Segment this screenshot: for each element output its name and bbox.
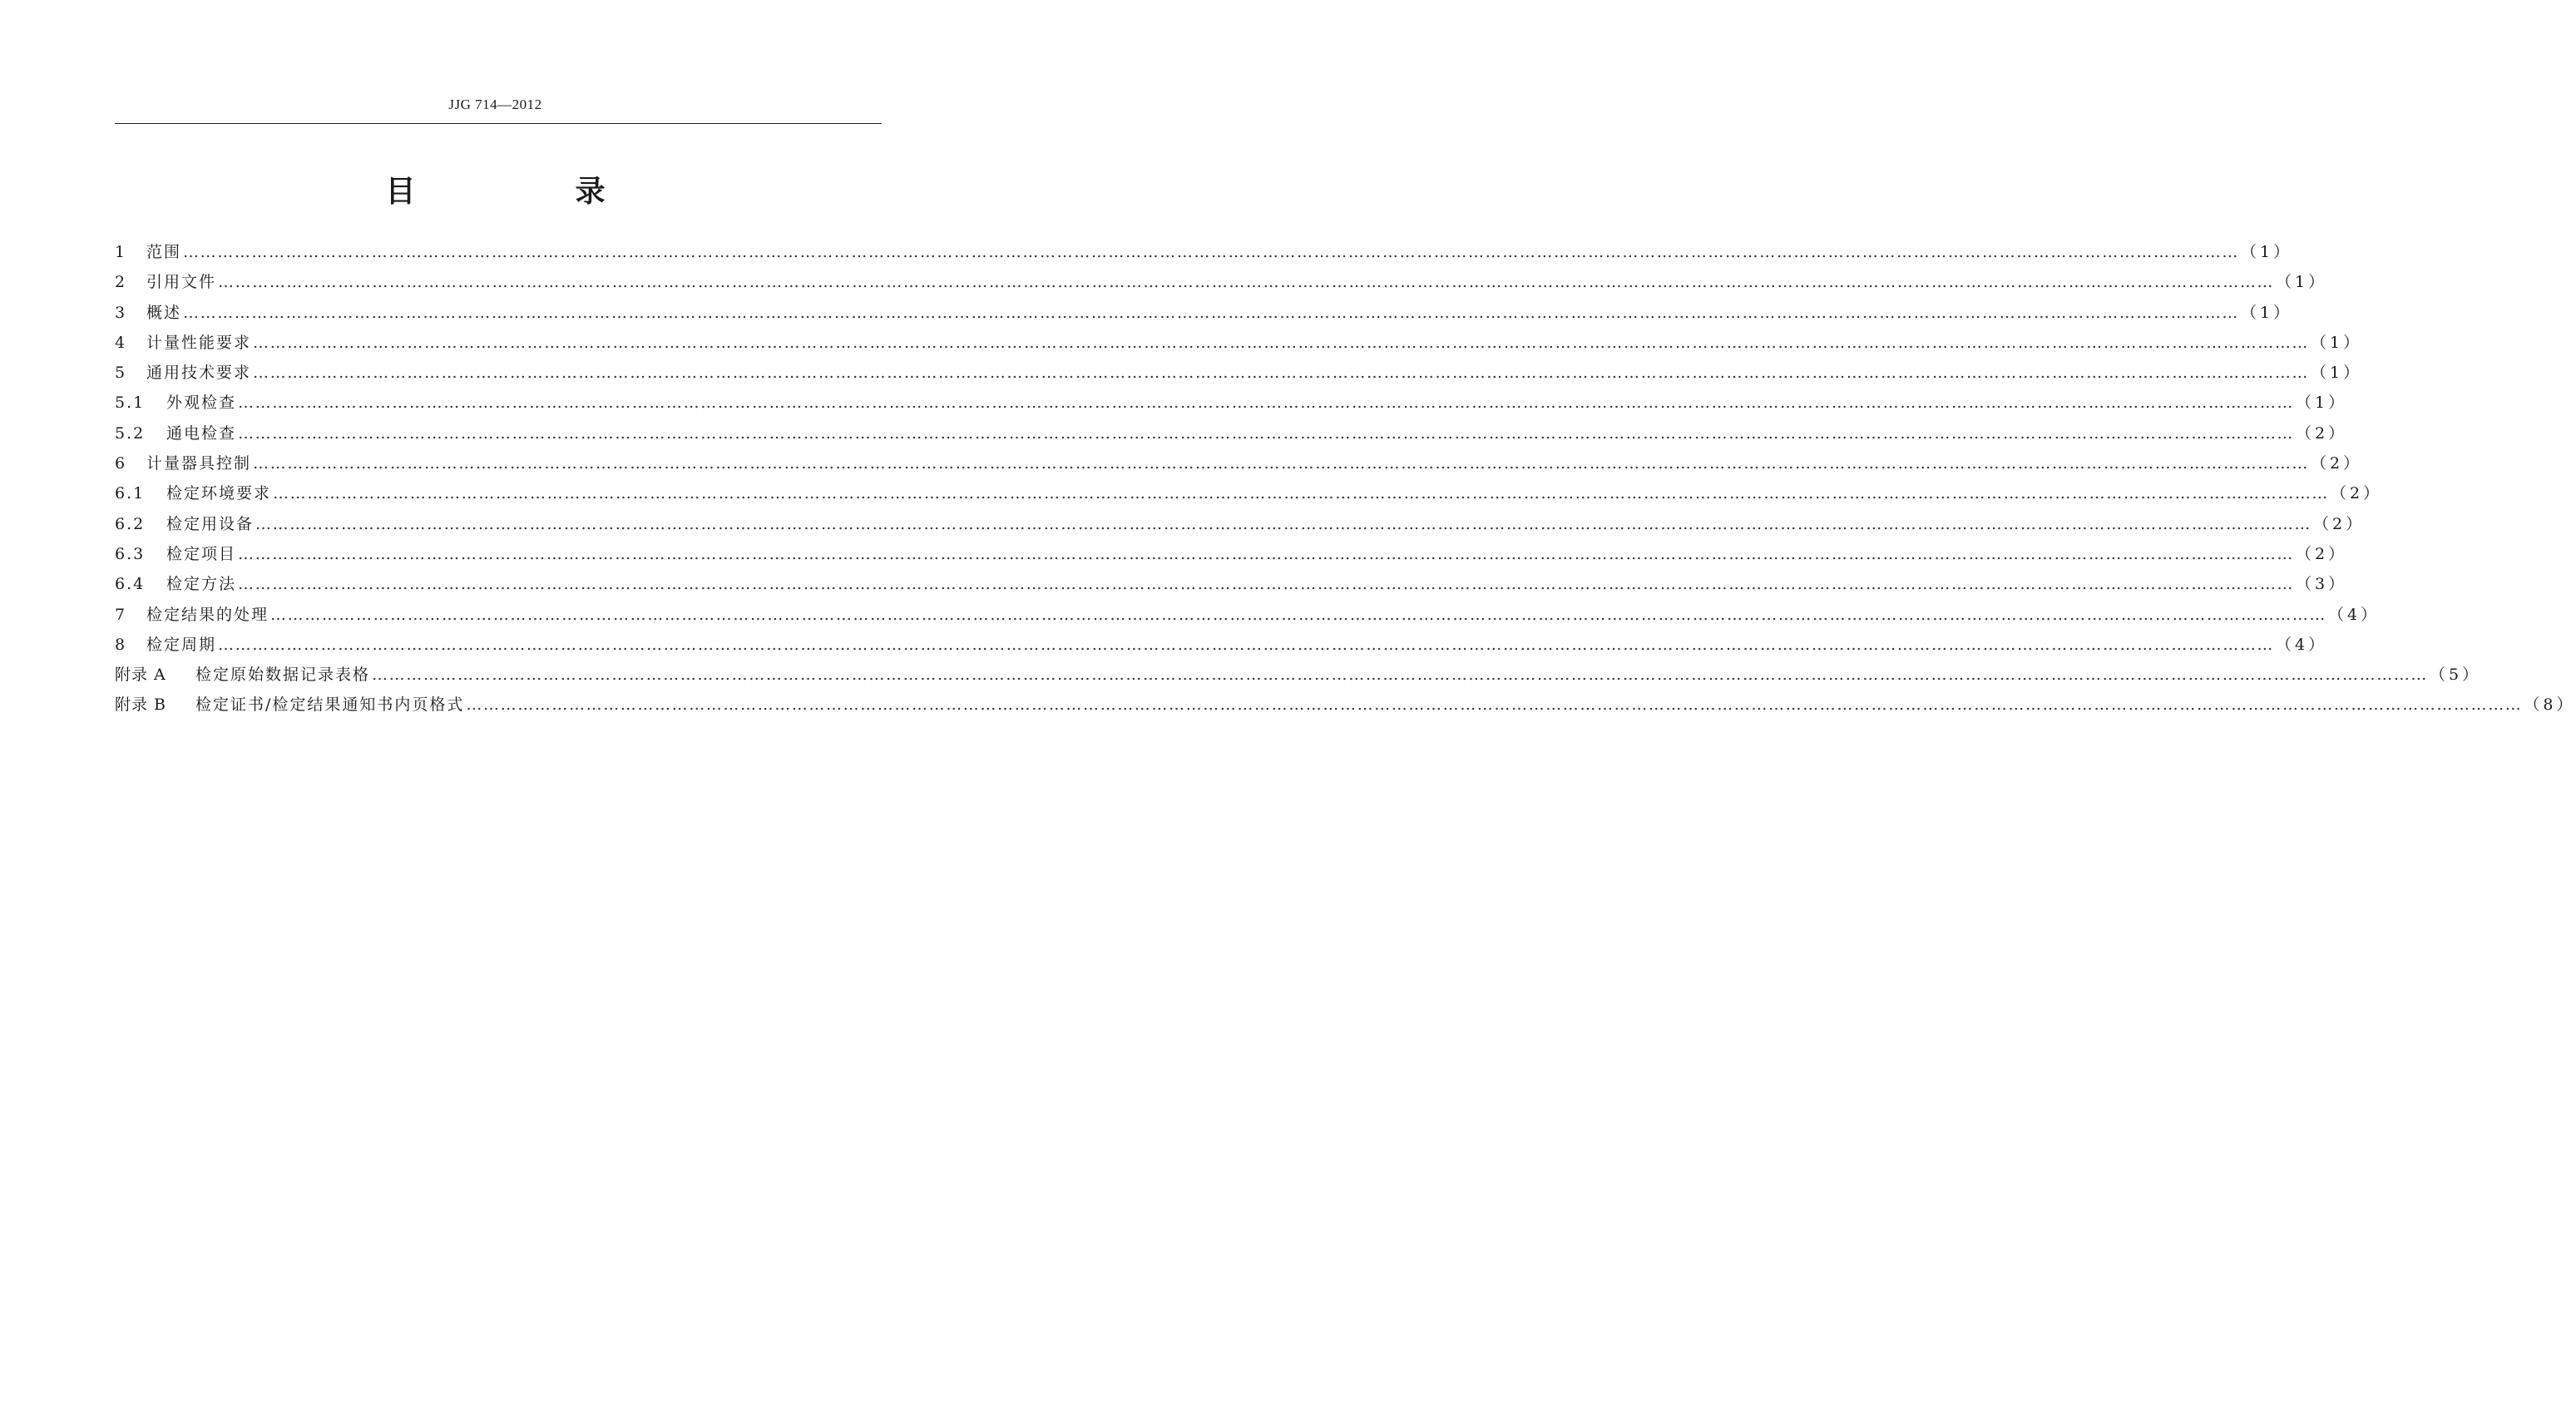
toc-entry-number: 附录 B (115, 696, 167, 715)
toc-leader-dots: ……………………………………………………………………………………………………………………………………………………………………………………………………………………………………………………………………………………………………………………………… (273, 484, 2330, 503)
toc-entry[interactable] (115, 330, 2363, 360)
toc-entry-label: 通电检查 (166, 423, 237, 443)
page-title: 目 录 (385, 175, 670, 209)
toc-leader-dots: ……………………………………………………………………………………………………………………………………………………………………………………………………………………………………………………………………………………………………………………………… (238, 575, 2295, 594)
toc-entry-number: 7 (115, 605, 127, 624)
toc-entry-label: 通用技术要求 (146, 364, 252, 383)
toc-entry-number: 4 (115, 333, 127, 352)
toc-leader-dots: ……………………………………………………………………………………………………………………………………………………………………………………………………………………………………………………………………………………………………………………………… (253, 364, 2310, 383)
toc-entry[interactable] (115, 572, 2348, 601)
toc-entry[interactable] (115, 421, 2348, 451)
toc-entry-label: 检定证书/检定结果通知书内页格式 (195, 696, 465, 715)
toc-entry-label: 检定环境要求 (166, 484, 272, 503)
toc-leader-dots: ……………………………………………………………………………………………………………………………………………………………………………………………………………………………………………………………………………………………………………………………… (238, 423, 2295, 443)
toc-leader-dots: ……………………………………………………………………………………………………………………………………………………………………………………………………………………………………………………………………………………………………………………………… (372, 666, 2429, 685)
toc-entry-page: （2） (2331, 484, 2383, 503)
toc-leader-dots: ……………………………………………………………………………………………………………………………………………………………………………………………………………………………………………………………………………………………………………………………… (255, 514, 2312, 533)
toc-entry-number: 3 (115, 303, 127, 322)
page-header-standard-code: JJG 714—2012 (448, 97, 542, 112)
toc-entry-page: （5） (2430, 666, 2482, 685)
toc-entry-page: （8） (2524, 696, 2576, 715)
toc-entry-number: 1 (115, 243, 127, 261)
toc-entry-number: 5 (115, 364, 127, 383)
toc-entry[interactable] (115, 692, 2576, 722)
toc-entry-number: 6.1 (115, 484, 146, 503)
toc-entry-number: 8 (115, 635, 127, 654)
toc-entry-page: （4） (2276, 635, 2328, 654)
toc-entry-number: 5.1 (115, 394, 146, 413)
toc-entry-page: （2） (2313, 514, 2366, 533)
toc-entry[interactable] (115, 390, 2348, 420)
toc-entry-label: 外观检查 (166, 394, 237, 413)
toc-leader-dots: ……………………………………………………………………………………………………………………………………………………………………………………………………………………………………………………………………………………………………………………………… (218, 635, 2275, 654)
toc-entry-label: 检定原始数据记录表格 (195, 666, 371, 685)
toc-leader-dots: ……………………………………………………………………………………………………………………………………………………………………………………………………………………………………………………………………………………………………………………………… (183, 303, 2240, 322)
toc-leader-dots: ……………………………………………………………………………………………………………………………………………………………………………………………………………………………………………………………………………………………………………………………… (466, 696, 2523, 715)
toc-entry-page: （2） (2296, 423, 2348, 443)
toc-entry[interactable] (115, 240, 2293, 270)
toc-entry-number: 2 (115, 273, 127, 292)
toc-entry-label: 引用文件 (146, 273, 217, 292)
toc-leader-dots: ……………………………………………………………………………………………………………………………………………………………………………………………………………………………………………………………………………………………………………………………… (238, 394, 2295, 413)
toc-entry[interactable] (115, 602, 2381, 632)
toc-leader-dots: ……………………………………………………………………………………………………………………………………………………………………………………………………………………………………………………………………………………………………………………………… (218, 273, 2275, 292)
toc-entry-label: 计量性能要求 (146, 333, 252, 352)
toc-entry[interactable] (115, 451, 2363, 481)
toc-entry-page: （3） (2296, 575, 2348, 594)
toc-entry-page: （1） (2241, 243, 2293, 261)
toc-entry-label: 检定方法 (166, 575, 237, 594)
toc-entry-label: 检定结果的处理 (146, 605, 269, 624)
toc-leader-dots: ……………………………………………………………………………………………………………………………………………………………………………………………………………………………………………………………………………………………………………………………… (253, 454, 2310, 473)
toc-entry-label: 检定用设备 (166, 514, 255, 533)
toc-entry-label: 检定项目 (166, 544, 237, 563)
toc-entry-page: （1） (2311, 364, 2363, 383)
toc-entry-label: 计量器具控制 (146, 454, 252, 473)
toc-entry[interactable] (115, 300, 2293, 330)
toc-entry-page: （2） (2311, 454, 2363, 473)
toc-entry-label: 范围 (146, 243, 182, 261)
toc-entry-number: 6.3 (115, 544, 146, 563)
toc-leader-dots: ……………………………………………………………………………………………………………………………………………………………………………………………………………………………………………………………………………………………………………………………… (253, 333, 2310, 352)
table-of-contents (115, 240, 2576, 723)
toc-entry-number: 附录 A (115, 666, 166, 685)
toc-entry-label: 检定周期 (146, 635, 217, 654)
toc-entry-number: 6 (115, 454, 127, 473)
toc-entry[interactable] (115, 662, 2482, 692)
toc-entry-page: （4） (2328, 605, 2381, 624)
toc-entry-number: 5.2 (115, 423, 146, 443)
toc-entry-page: （2） (2296, 544, 2348, 563)
toc-entry[interactable] (115, 512, 2366, 542)
toc-leader-dots: ……………………………………………………………………………………………………………………………………………………………………………………………………………………………………………………………………………………………………………………………… (270, 605, 2327, 624)
toc-entry-label: 概述 (146, 303, 182, 322)
toc-entry[interactable] (115, 270, 2328, 300)
toc-entry-page: （1） (2276, 273, 2328, 292)
toc-entry-page: （1） (2311, 333, 2363, 352)
toc-entry[interactable] (115, 360, 2363, 390)
header-divider (115, 123, 882, 124)
toc-entry[interactable] (115, 632, 2328, 662)
toc-entry[interactable] (115, 542, 2348, 572)
toc-entry-number: 6.4 (115, 575, 146, 594)
toc-entry-page: （1） (2296, 394, 2348, 413)
toc-entry-number: 6.2 (115, 514, 146, 533)
toc-entry-page: （1） (2241, 303, 2293, 322)
toc-leader-dots: ……………………………………………………………………………………………………………………………………………………………………………………………………………………………………………………………………………………………………………………………… (238, 544, 2295, 563)
toc-leader-dots: ……………………………………………………………………………………………………………………………………………………………………………………………………………………………………………………………………………………………………………………………… (183, 243, 2240, 261)
toc-entry[interactable] (115, 481, 2383, 511)
